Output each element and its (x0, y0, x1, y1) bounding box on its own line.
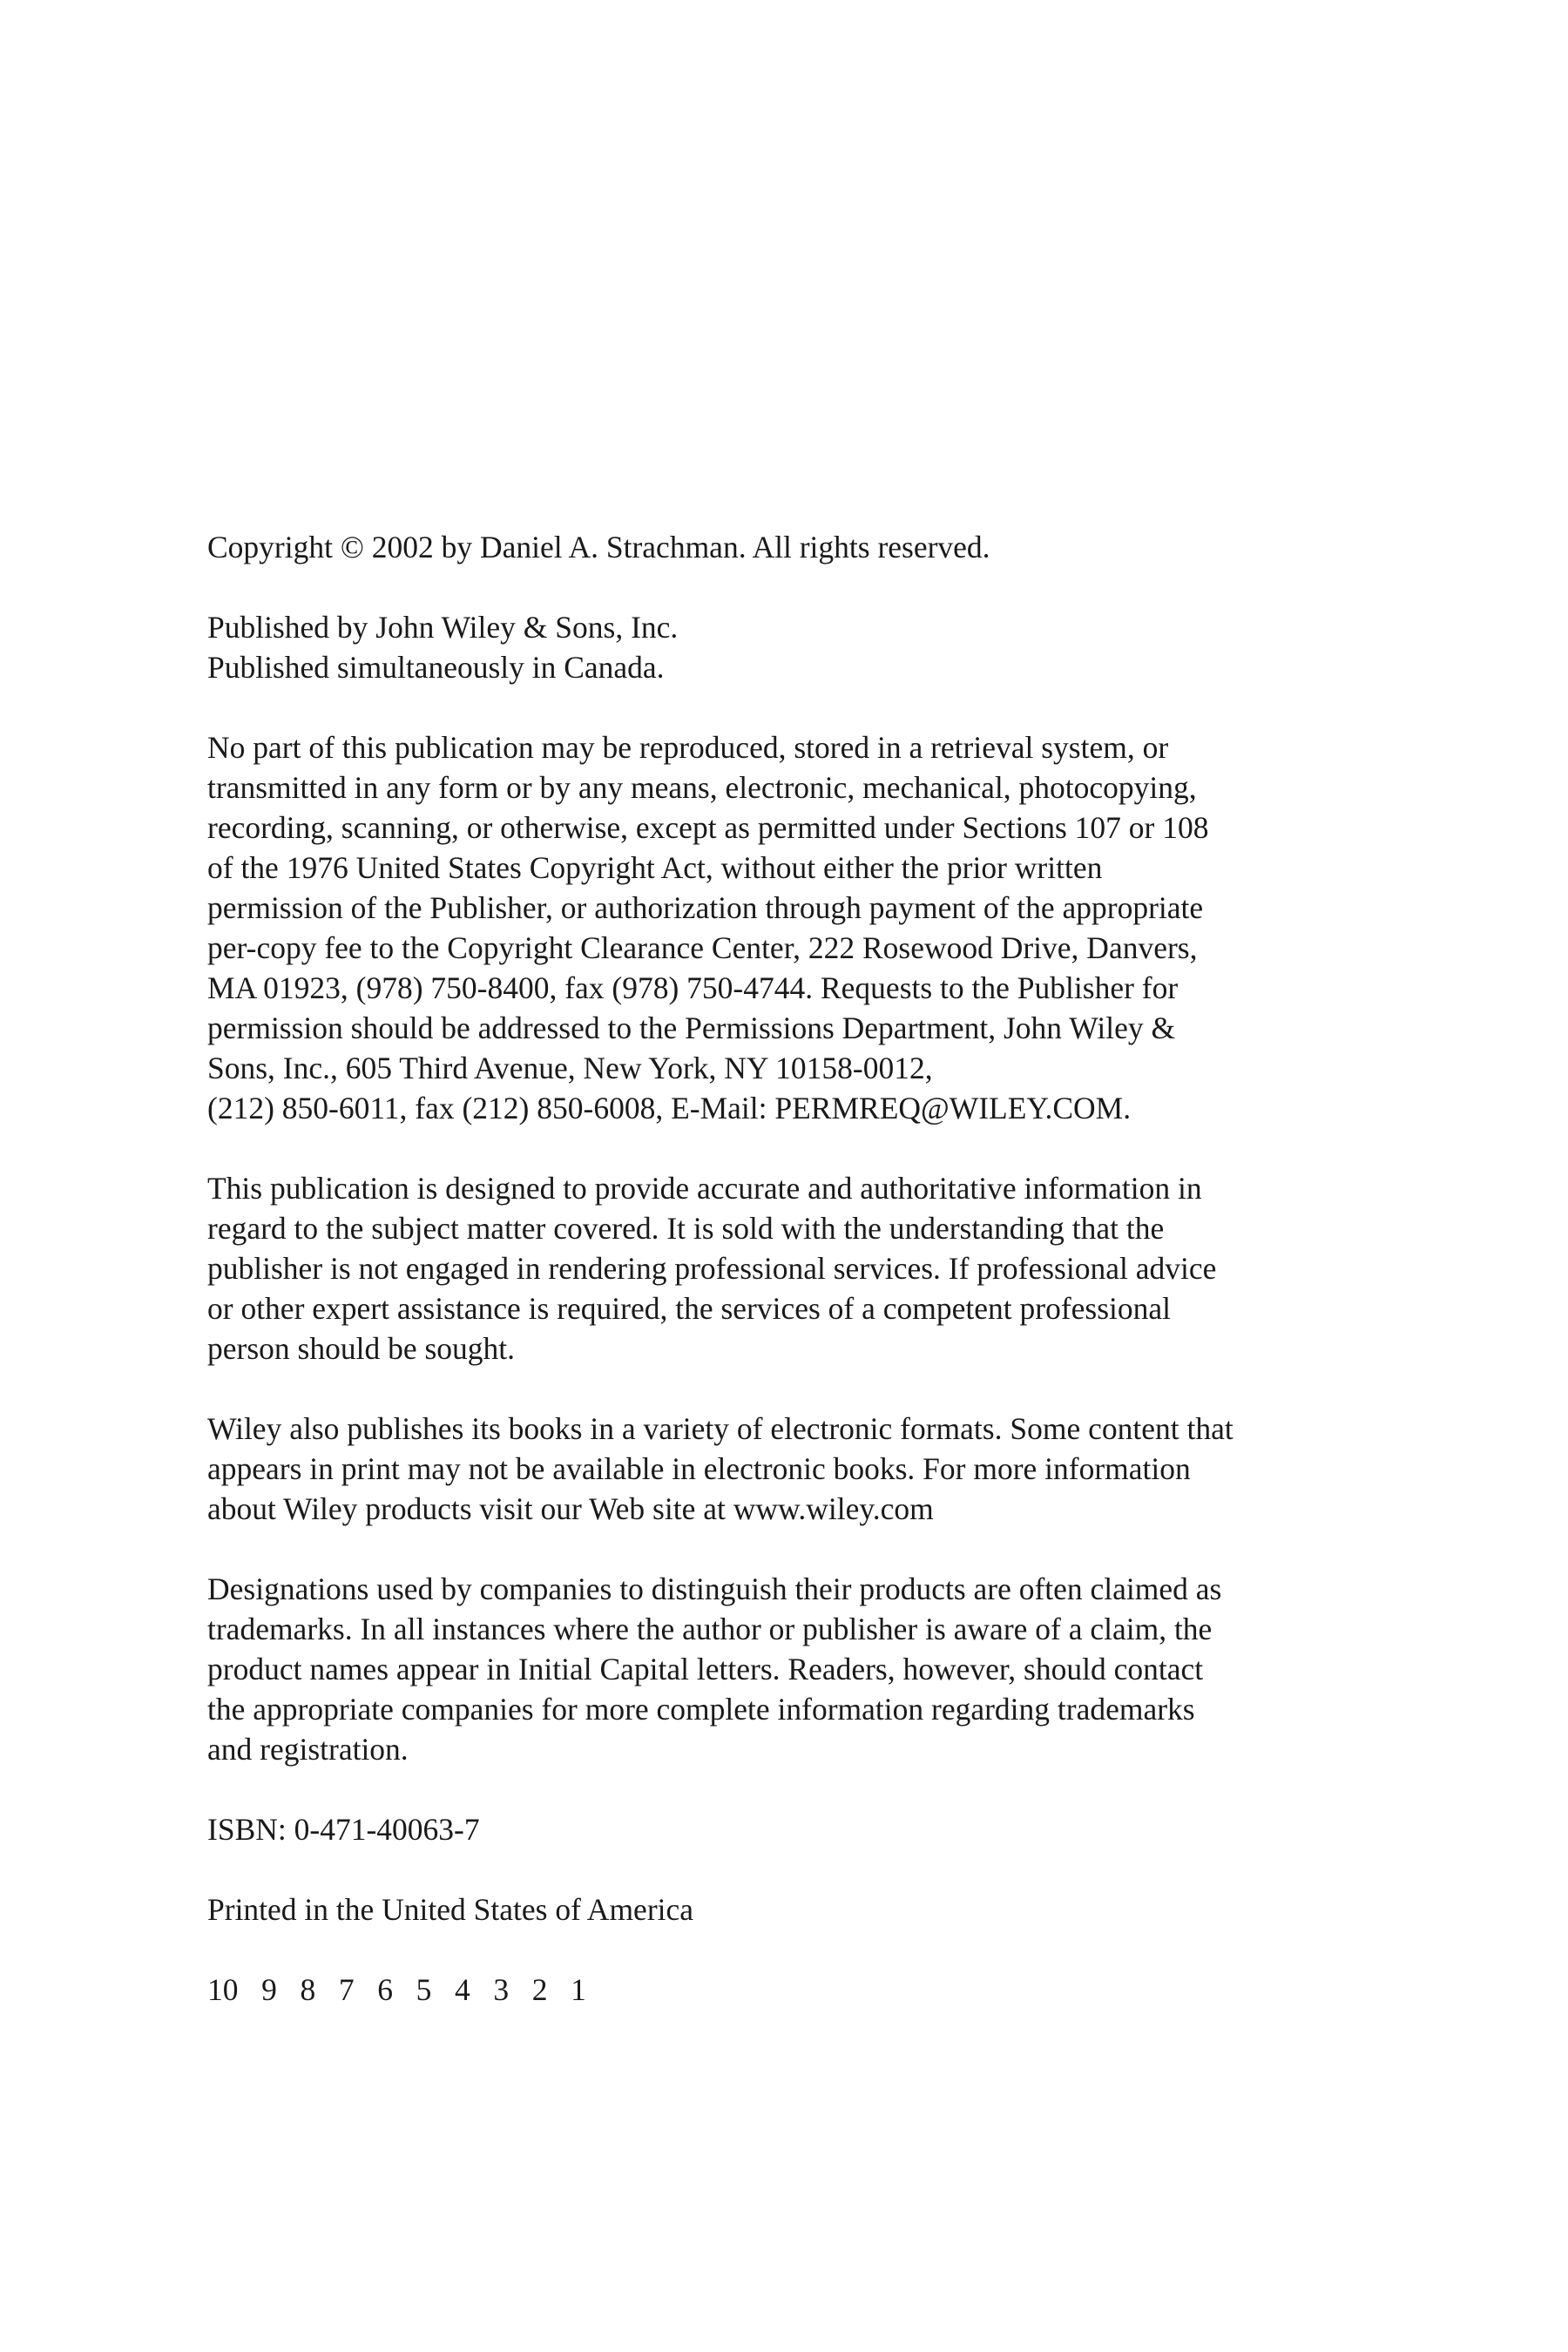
electronic-formats-line: appears in print may not be available in electronic books. For more information (207, 1451, 1191, 1486)
disclaimer-line: This publication is designed to provide accurate and authoritative information in (207, 1171, 1202, 1206)
trademarks-paragraph (207, 1569, 1427, 1769)
isbn-paragraph (207, 1809, 1427, 1849)
permissions-line: MA 01923, (978) 750-8400, fax (978) 750-4744. Requests to the Publisher for (207, 970, 1179, 1005)
publisher-canada-line: Published simultaneously in Canada. (207, 650, 665, 685)
electronic-formats-paragraph (207, 1409, 1427, 1529)
disclaimer-line: publisher is not engaged in rendering professional services. If professional advice (207, 1251, 1217, 1286)
trademarks-line: and registration. (207, 1732, 409, 1767)
trademarks-line: the appropriate companies for more complete information regarding trademarks (207, 1692, 1195, 1727)
permissions-line: per-copy fee to the Copyright Clearance Center, 222 Rosewood Drive, Danvers, (207, 930, 1198, 965)
trademarks-line: Designations used by companies to distinguish their products are often claimed as (207, 1571, 1222, 1606)
printing-line-paragraph (207, 1970, 1427, 2010)
permissions-line: transmitted in any form or by any means, electronic, mechanical, photocopying, (207, 770, 1197, 805)
trademarks-line: trademarks. In all instances where the author or publisher is aware of a claim, the (207, 1612, 1213, 1646)
permissions-line: permission of the Publisher, or authorization through payment of the appropriate (207, 890, 1204, 925)
permissions-line: Sons, Inc., 605 Third Avenue, New York, NY 10158-0012, (207, 1051, 933, 1085)
copyright-line: Copyright © 2002 by Daniel A. Strachman. All rights reserved. (207, 530, 990, 564)
isbn-line: ISBN: 0-471-40063-7 (207, 1812, 480, 1847)
electronic-formats-line: about Wiley products visit our Web site at www.wiley.com (207, 1491, 934, 1526)
permissions-line: No part of this publication may be reproduced, stored in a retrieval system, or (207, 730, 1169, 765)
disclaimer-line: person should be sought. (207, 1331, 516, 1366)
permissions-line: permission should be addressed to the Permissions Department, John Wiley & (207, 1010, 1176, 1045)
printing-number-line: 10 9 8 7 6 5 4 3 2 1 (207, 1972, 586, 2007)
permissions-line: of the 1976 United States Copyright Act, without either the prior written (207, 850, 1103, 885)
permissions-line: recording, scanning, or otherwise, except as permitted under Sections 107 or 108 (207, 810, 1209, 845)
permissions-paragraph (207, 727, 1427, 1128)
printed-in-line: Printed in the United States of America (207, 1892, 694, 1927)
copyright-block (207, 527, 1427, 2010)
disclaimer-paragraph (207, 1168, 1427, 1369)
electronic-formats-line: Wiley also publishes its books in a variety of electronic formats. Some content that (207, 1411, 1233, 1446)
permissions-line: (212) 850-6011, fax (212) 850-6008, E-Mail: PERMREQ@WILEY.COM. (207, 1091, 1132, 1125)
publisher-line: Published by John Wiley & Sons, Inc. (207, 610, 679, 645)
copyright-notice (207, 527, 1427, 567)
disclaimer-line: or other expert assistance is required, the services of a competent professional (207, 1291, 1172, 1326)
printed-in-paragraph (207, 1889, 1427, 1930)
publisher-info (207, 607, 1427, 687)
trademarks-line: product names appear in Initial Capital letters. Readers, however, should contact (207, 1652, 1204, 1686)
disclaimer-line: regard to the subject matter covered. It is sold with the understanding that the (207, 1211, 1165, 1246)
